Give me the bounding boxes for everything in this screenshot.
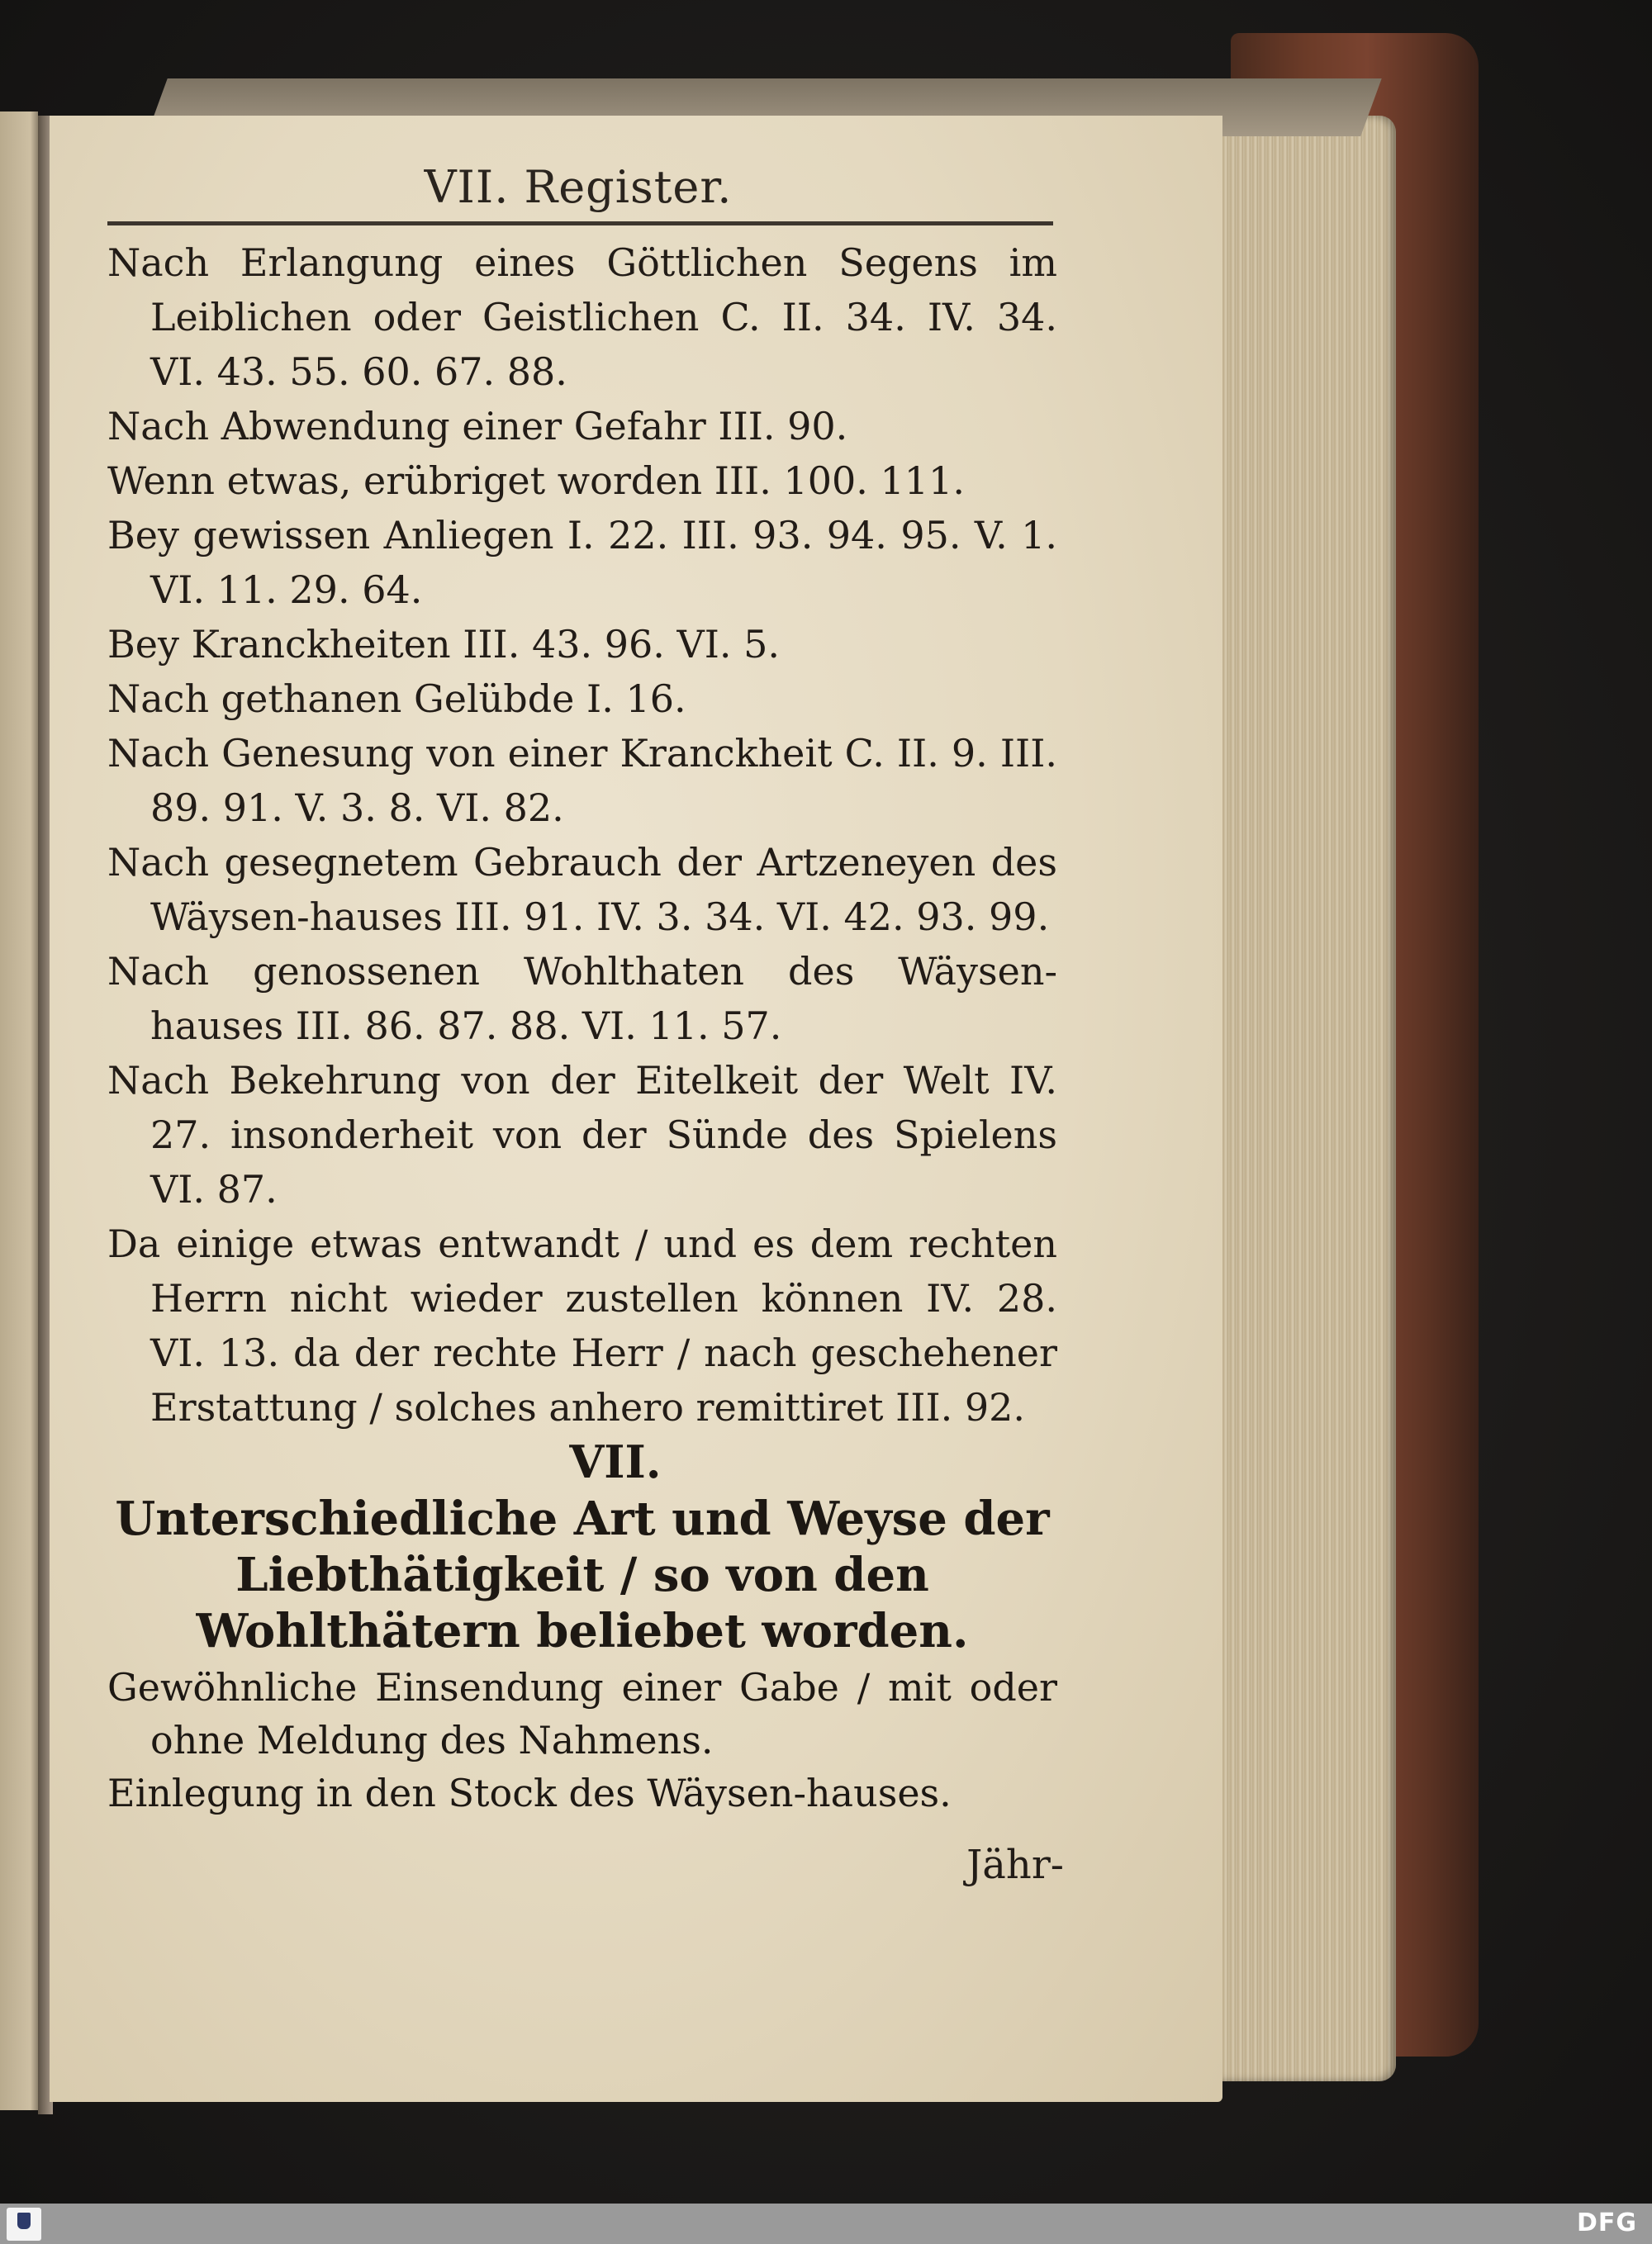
section-entry: Gewöhnliche Einsendung einer Gabe / mit oder ohne Meldung des Nahmens. — [107, 1665, 1057, 1762]
section-entry: Einlegung in den Stock des Wäysen-hauses. — [107, 1771, 952, 1815]
section-vii — [107, 1433, 1057, 1819]
facing-page-sliver — [0, 111, 38, 2110]
catchword: Jähr- — [966, 1842, 1064, 1888]
section-title: Unterschiedliche Art und Weyse der Liebthätigkeit / so von den Wohlthätern beliebet worden. — [115, 1492, 1050, 1658]
register-entry: Nach gethanen Gelübde I. 16. — [107, 676, 686, 721]
running-head: VII. Register. — [424, 161, 733, 213]
page-edges — [1206, 116, 1396, 2081]
register-entry: Wenn etwas, erübriget worden III. 100. 111. — [107, 458, 965, 503]
register-entry: Nach Erlangung eines Göttlichen Segens im Leiblichen oder Geistlichen C. II. 34. IV. 34. VI. 43. 55. 60. 67. 88. — [107, 240, 1057, 394]
section-number: VII. — [569, 1435, 662, 1488]
register-entries — [107, 235, 1057, 1435]
register-entry: Nach gesegnetem Gebrauch der Artzeneyen des Wäysen-hauses III. 91. IV. 3. 34. VI. 42. 93. 99. — [107, 840, 1057, 939]
register-entry: Nach Abwendung einer Gefahr III. 90. — [107, 404, 848, 448]
register-entry: Bey Kranckheiten III. 43. 96. VI. 5. — [107, 622, 781, 667]
section-entries — [107, 1661, 1057, 1819]
register-entry: Nach Bekehrung von der Eitelkeit der Welt IV. 27. insonderheit von der Sünde des Spielens VI. 87. — [107, 1058, 1057, 1212]
dfg-logo[interactable]: DFG — [1576, 2208, 1637, 2237]
register-entry: Da einige etwas entwandt / und es dem rechten Herrn nicht wieder zustellen können IV. 28. VI. 13. da der rechte Herr / nach geschehener Erstattung / solches anhero remittiret III. 92. — [107, 1222, 1057, 1430]
register-entry: Nach Genesung von einer Kranckheit C. II. 9. III. 89. 91. V. 3. 8. VI. 82. — [107, 731, 1057, 830]
library-logo-icon[interactable] — [7, 2208, 41, 2241]
register-entry: Bey gewissen Anliegen I. 22. III. 93. 94. 95. V. 1. VI. 11. 29. 64. — [107, 513, 1057, 612]
header-rule — [107, 221, 1053, 230]
viewer-footer — [0, 2204, 1652, 2244]
register-entry: Nach genossenen Wohlthaten des Wäysen-hauses III. 86. 87. 88. VI. 11. 57. — [107, 949, 1057, 1048]
